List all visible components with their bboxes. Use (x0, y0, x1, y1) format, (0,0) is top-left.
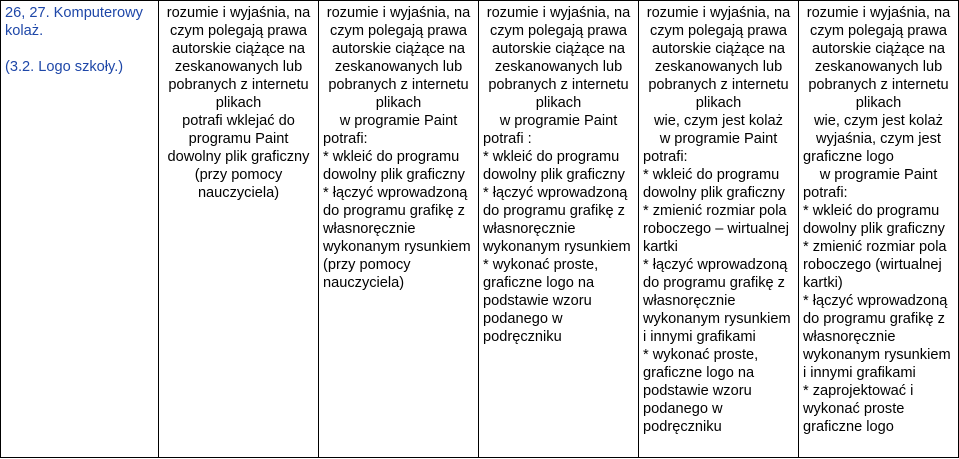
text-line: plikach (695, 95, 742, 111)
text-line: w programie Paint (659, 131, 778, 147)
table-row (1, 1, 959, 458)
text-line: * wykonać proste, (483, 257, 599, 273)
text-line: * łączyć wprowadzoną (483, 185, 628, 201)
text-line: wykonać proste (803, 401, 905, 417)
text-line: i innymi grafikami (643, 329, 756, 345)
text-line: autorskie ciążące na (491, 41, 626, 57)
text-line: * wykonać proste, (643, 347, 759, 363)
text-line: * łączyć wprowadzoną (323, 185, 468, 201)
text-line: i innymi grafikami (803, 365, 916, 381)
lesson-title: kolaż. (5, 23, 44, 39)
text-line: autorskie ciążące na (171, 41, 306, 57)
text-line: własnoręcznie (643, 293, 736, 309)
text-line: potrafi wklejać do (182, 113, 295, 129)
text-line: zeskanowanych lub (654, 59, 783, 75)
centered-block (643, 4, 794, 148)
text-line: do programu grafikę z (323, 203, 465, 219)
centered-block (163, 4, 314, 202)
lesson-topic-cell (1, 1, 159, 458)
left-block (483, 130, 634, 346)
centered-block (803, 4, 954, 148)
text-line: zeskanowanych lub (334, 59, 463, 75)
text-line: rozumie i wyjaśnia, na (646, 5, 791, 21)
text-line: roboczego – wirtualnej (643, 221, 790, 237)
text-line: wykonanym rysunkiem (643, 311, 791, 327)
left-block (323, 130, 474, 292)
text-line: własnoręcznie (483, 221, 576, 237)
text-line: plikach (375, 95, 422, 111)
text-line: czym polegają prawa (649, 23, 788, 39)
text-line: plikach (215, 95, 262, 111)
left-block (643, 148, 794, 436)
text-line: do programu grafikę z (803, 311, 945, 327)
text-line: pobranych z internetu (328, 77, 469, 93)
text-line: graficzne logo na (483, 275, 595, 291)
text-line: wykonanym rysunkiem (803, 347, 951, 363)
text-line: podanego w (643, 401, 723, 417)
text-line: * wkleić do programu (643, 167, 780, 183)
text-line: * zmienić rozmiar pola (643, 203, 787, 219)
text-line: w programie Paint (819, 167, 938, 183)
text-line: wykonanym rysunkiem (323, 239, 471, 255)
text-line: autorskie ciążące na (651, 41, 786, 57)
text-line: * łączyć wprowadzoną (803, 293, 948, 309)
text-line: potrafi: (323, 131, 368, 147)
text-line: czym polegają prawa (489, 23, 628, 39)
text-line: rozumie i wyjaśnia, na (486, 5, 631, 21)
text-line: * łączyć wprowadzoną (643, 257, 788, 273)
text-line: podręczniku (483, 329, 562, 345)
text-line: czym polegają prawa (329, 23, 468, 39)
text-line: czym polegają prawa (169, 23, 308, 39)
text-line: graficzne logo (803, 149, 894, 165)
text-line: zeskanowanych lub (174, 59, 303, 75)
text-line: * zaprojektować i (803, 383, 914, 399)
text-line: nauczyciela) (323, 275, 405, 291)
grade-column-3 (479, 1, 639, 458)
text-line: własnoręcznie (323, 221, 416, 237)
text-line: w programie Paint (339, 113, 458, 129)
text-line: kartki (643, 239, 678, 255)
text-line: * wkleić do programu (803, 203, 940, 219)
text-line: potrafi: (643, 149, 688, 165)
text-line: autorskie ciążące na (811, 41, 946, 57)
text-line: dowolny plik graficzny (323, 167, 465, 183)
text-line: wykonanym rysunkiem (483, 239, 631, 255)
text-line: w programie Paint (499, 113, 618, 129)
text-line: pobranych z internetu (168, 77, 309, 93)
text-line: nauczyciela) (197, 185, 280, 201)
text-line: zeskanowanych lub (494, 59, 623, 75)
text-line: autorskie ciążące na (331, 41, 466, 57)
left-block (803, 148, 954, 166)
text-line: dowolny plik graficzny (803, 221, 945, 237)
grade-column-4 (639, 1, 799, 458)
text-line: czym polegają prawa (809, 23, 948, 39)
text-line: graficzne logo na (643, 365, 755, 381)
text-line: kartki) (803, 275, 843, 291)
text-line: pobranych z internetu (808, 77, 949, 93)
text-line: potrafi : (483, 131, 532, 147)
lesson-subtitle: (3.2. Logo szkoły.) (5, 59, 124, 75)
text-line: potrafi: (803, 185, 848, 201)
text-line: * wkleić do programu (323, 149, 460, 165)
text-line: do programu grafikę z (643, 275, 785, 291)
text-line: rozumie i wyjaśnia, na (806, 5, 951, 21)
text-line: zeskanowanych lub (814, 59, 943, 75)
text-line: podręczniku (643, 419, 722, 435)
text-line: (przy pomocy (323, 257, 411, 273)
text-line: wie, czym jest kolaż (654, 113, 783, 129)
left-block (803, 184, 954, 436)
text-line: rozumie i wyjaśnia, na (166, 5, 311, 21)
grade-column-5 (799, 1, 959, 458)
text-line: dowolny plik graficzny (483, 167, 625, 183)
text-line: (przy pomocy (194, 167, 283, 183)
text-line: dowolny plik graficzny (167, 149, 310, 165)
text-line: do programu grafikę z (483, 203, 625, 219)
text-line: wyjaśnia, czym jest (816, 131, 941, 147)
text-line: rozumie i wyjaśnia, na (326, 5, 471, 21)
text-line: roboczego (wirtualnej (803, 257, 942, 273)
text-line: plikach (855, 95, 902, 111)
lesson-number: 26, 27. Komputerowy (5, 5, 143, 21)
text-line: * wkleić do programu (483, 149, 620, 165)
centered-block (483, 4, 634, 130)
text-line: plikach (535, 95, 582, 111)
text-line: * zmienić rozmiar pola (803, 239, 947, 255)
text-line: wie, czym jest kolaż (814, 113, 943, 129)
text-line: podstawie wzoru (483, 293, 592, 309)
text-line: dowolny plik graficzny (643, 185, 785, 201)
text-line: graficzne logo (803, 419, 894, 435)
centered-block (803, 166, 954, 184)
text-line: pobranych z internetu (488, 77, 629, 93)
grade-column-1 (159, 1, 319, 458)
grade-column-2 (319, 1, 479, 458)
text-line: pobranych z internetu (648, 77, 789, 93)
text-line: podstawie wzoru (643, 383, 752, 399)
text-line: podanego w (483, 311, 563, 327)
centered-block (323, 4, 474, 130)
text-line: własnoręcznie (803, 329, 896, 345)
text-line: programu Paint (188, 131, 289, 147)
